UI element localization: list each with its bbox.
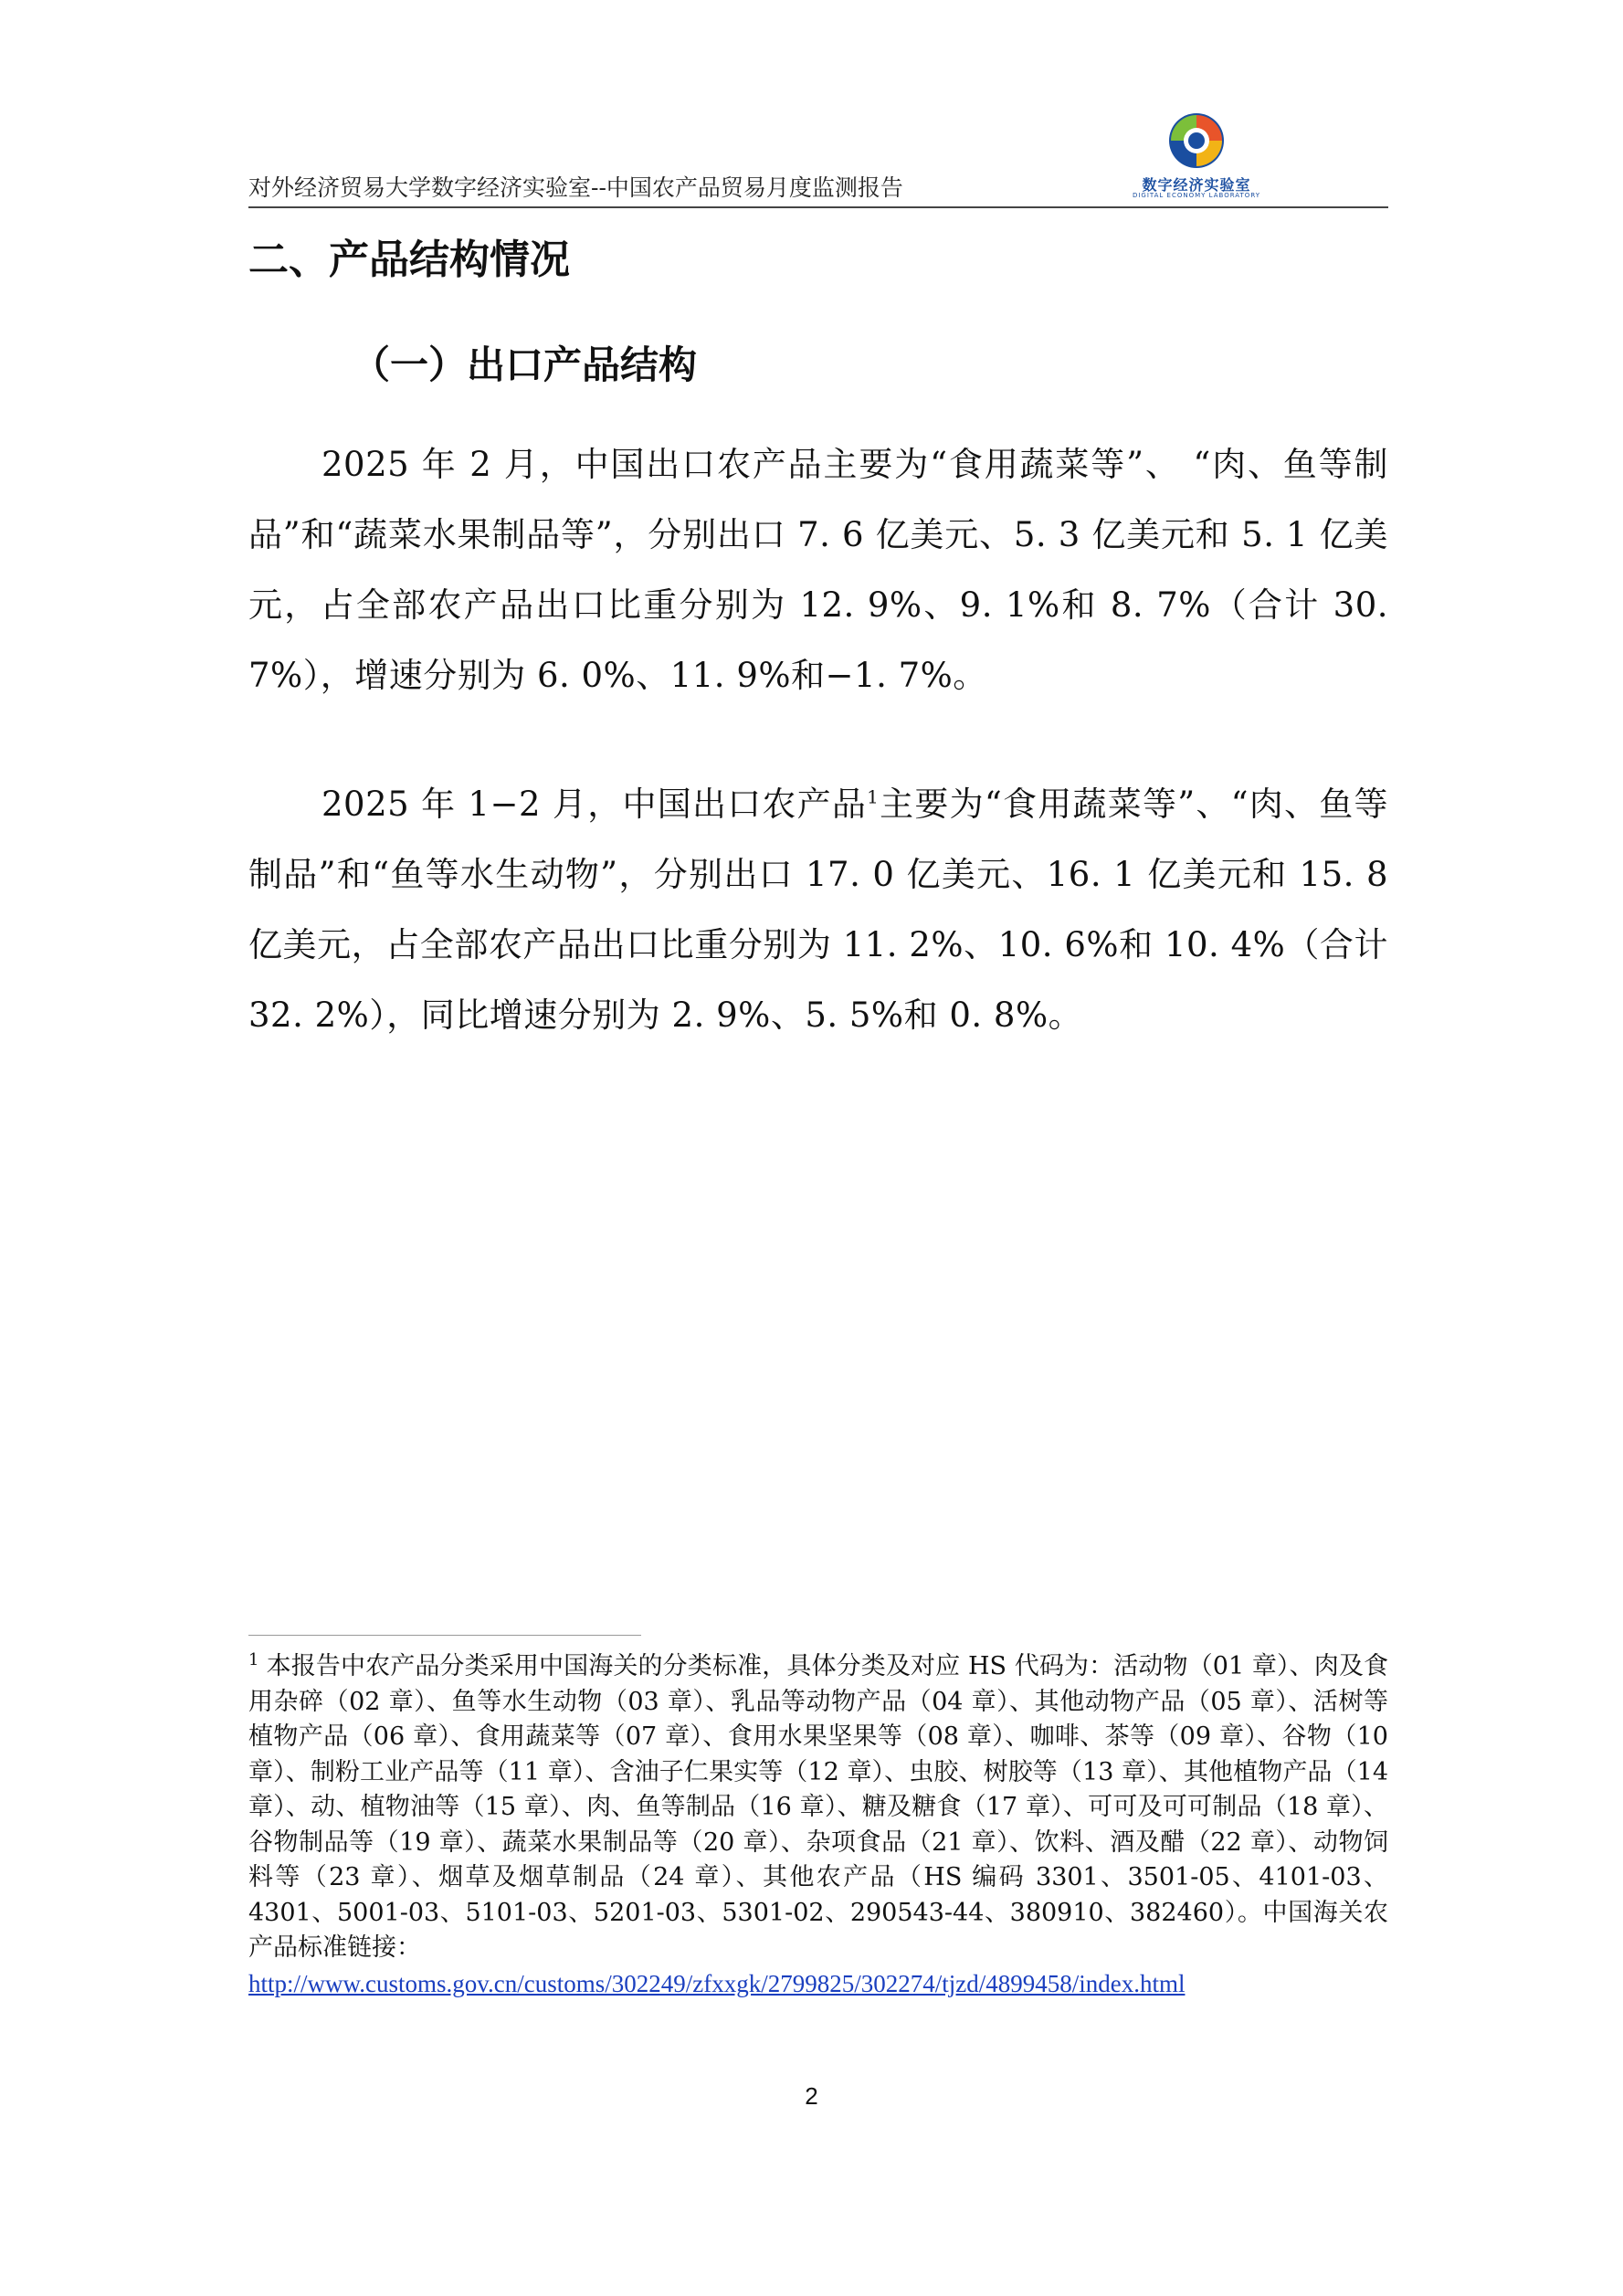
paragraph-jan-feb-rest: 主要为“食用蔬菜等”、“肉、鱼等制品”和“鱼等水生动物”，分别出口 17. 0 亿美元、16. 1 亿美元和 15. 8 亿美元，占全部农产品出口比重分别为 11. 2%、10. 6%和 10. 4%（合计 32. 2%），同比增速分别为 2. 9%、5. 5%和 0. 8%。 (248, 785, 1389, 1035)
footnote-text: 本报告中农产品分类采用中国海关的分类标准，具体分类及对应 HS 代码为：活动物（01 章）、肉及食用杂碎（02 章）、鱼等水生动物（03 章）、乳品等动物产品（04 章）、其他动物产品（05 章）、活树等植物产品（06 章）、食用蔬菜等（07 章）、食用水果坚果等（08 章）、咖啡、茶等（09 章）、谷物（10 章）、制粉工业产品等（11 章）、含油子仁果实等（12 章）、虫胶、树胶等（13 章）、其他植物产品（14 章）、动、植物油等（15 章）、肉、鱼等制品（16 章）、糖及糖食（17 章）、可可及可可制品（18 章）、谷物制品等（19 章）、蔬菜水果制品等（20 章）、杂项食品（21 章）、饮料、酒及醋（22 章）、动物饲料等（23 章）、烟草及烟草制品（24 章）、其他农产品（HS 编码 3301、3501-05、4101-03、4301、5001-03、5101-03、5201-03、5301-02、290543-44、380910、382460）。中国海关农产品标准链接： (248, 1652, 1388, 1962)
footnote-mark: 1 (248, 1650, 259, 1669)
header-title: 对外经济贸易大学数字经济实验室--中国农产品贸易月度监测报告 (248, 174, 903, 201)
paragraph-jan-feb-start: 2025 年 1−2 月，中国出口农产品 (321, 785, 868, 824)
header-rule (248, 206, 1388, 208)
footnote-divider (248, 1635, 641, 1636)
paragraph-jan-feb (248, 769, 1388, 1050)
paragraph-february: 2025 年 2 月，中国出口农产品主要为“食用蔬菜等”、 “肉、鱼等制品”和“蔬菜水果制品等”，分别出口 7. 6 亿美元、5. 3 亿美元和 5. 1 亿美元，占全部农产品出口比重分别为 12. 9%、9. 1%和 8. 7%（合计 30. 7%），增速分别为 6. 0%、11. 9%和−1. 7%。 (248, 445, 1388, 695)
page-header (248, 110, 1388, 208)
page-number: 2 (805, 2082, 818, 2110)
section-heading: 二、产品结构情况 (248, 237, 570, 283)
lab-logo (1114, 110, 1279, 201)
logo-subtitle: DIGITAL ECONOMY LABORATORY (1132, 192, 1261, 199)
globe-logo-icon (1160, 110, 1233, 174)
logo-name: 数字经济实验室 (1142, 176, 1251, 194)
customs-standard-link[interactable]: http://www.customs.gov.cn/customs/302249/zfxxgk/2799825/302274/tjzd/4899458/index.html (248, 1969, 1186, 1997)
footnote (248, 1649, 1388, 2001)
footnote-reference[interactable]: 1 (867, 785, 880, 808)
section-subheading: （一）出口产品结构 (352, 342, 698, 387)
